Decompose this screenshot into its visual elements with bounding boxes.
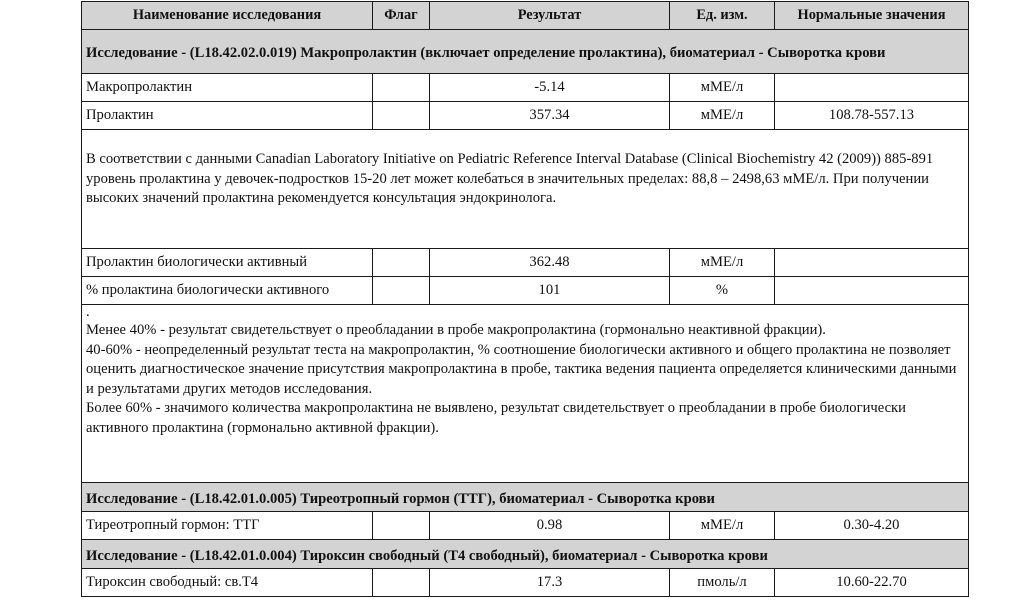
header-test-name: Наименование исследования	[82, 2, 373, 30]
section-header-tsh	[82, 483, 969, 512]
row-name: Пролактин биологически активный	[82, 249, 373, 277]
table-row	[82, 569, 969, 597]
table-row	[82, 74, 969, 102]
section-header-macroprolactin	[82, 30, 969, 74]
section-title: Исследование - (L18.42.02.0.019) Макропролактин (включает определение пролактина), биоматериал - Сыворотка крови	[82, 30, 969, 74]
section-header-ft4	[82, 540, 969, 569]
row-flag	[373, 569, 430, 597]
row-unit: мМЕ/л	[670, 512, 775, 540]
row-reference	[775, 249, 969, 277]
row-reference: 10.60-22.70	[775, 569, 969, 597]
row-name: % пролактина биологически активного	[82, 277, 373, 305]
row-reference	[775, 74, 969, 102]
header-unit: Ед. изм.	[670, 2, 775, 30]
header-result: Результат	[430, 2, 670, 30]
row-flag	[373, 277, 430, 305]
header-flag: Флаг	[373, 2, 430, 30]
table-row	[82, 102, 969, 130]
interpretation-row	[82, 305, 969, 483]
row-reference: 108.78-557.13	[775, 102, 969, 130]
table-row	[82, 277, 969, 305]
results-table	[81, 1, 969, 597]
row-flag	[373, 512, 430, 540]
row-name: Макропролактин	[82, 74, 373, 102]
table-row	[82, 512, 969, 540]
interpretation-40-60: 40-60% - неопределенный результат теста на макропролактин, % соотношение биологически активного и общего пролактина не позволяет оценить диагностическое значение присутствия макропролактина в пробе, тактика ведения пациента определяется клиническими данными и результатами других методов исследования.	[86, 341, 957, 397]
interpretation-below-40: Менее 40% - результат свидетельствует о преобладании в пробе макропролактина (гормонально неактивной фракции).	[86, 322, 826, 338]
row-unit: мМЕ/л	[670, 102, 775, 130]
row-name: Тиреотропный гормон: ТТГ	[82, 512, 373, 540]
row-result: 362.48	[430, 249, 670, 277]
section-title: Исследование - (L18.42.01.0.005) Тиреотропный гормон (ТТГ), биоматериал - Сыворотка крови	[82, 483, 969, 512]
interpretation-note	[82, 305, 969, 483]
prolactin-comment: В соответствии с данными Canadian Laboratory Initiative on Pediatric Reference Interval Database (Clinical Biochemistry 42 (2009)) 885-891 уровень пролактина у девочек-подростков 15-20 лет может колебаться в значительных пределах: 88,8 – 2498,63 мМЕ/л. При получении высоких значений пролактина рекомендуется консультация эндокринолога.	[82, 130, 969, 249]
row-result: 101	[430, 277, 670, 305]
row-unit: пмоль/л	[670, 569, 775, 597]
row-name: Тироксин свободный: св.Т4	[82, 569, 373, 597]
row-result: -5.14	[430, 74, 670, 102]
row-result: 0.98	[430, 512, 670, 540]
row-flag	[373, 249, 430, 277]
row-unit: мМЕ/л	[670, 74, 775, 102]
table-row	[82, 249, 969, 277]
table-header-row	[82, 2, 969, 30]
header-reference: Нормальные значения	[775, 2, 969, 30]
interpretation-above-60: Более 60% - значимого количества макропролактина не выявлено, результат свидетельствует о преобладании в пробе биологически активного пролактина (гормонально активной фракции).	[86, 400, 906, 436]
row-name: Пролактин	[82, 102, 373, 130]
row-flag	[373, 74, 430, 102]
row-result: 357.34	[430, 102, 670, 130]
section-title: Исследование - (L18.42.01.0.004) Тироксин свободный (Т4 свободный), биоматериал - Сыворотка крови	[82, 540, 969, 569]
row-unit: мМЕ/л	[670, 249, 775, 277]
row-result: 17.3	[430, 569, 670, 597]
prolactin-comment-row	[82, 130, 969, 249]
row-reference	[775, 277, 969, 305]
interpretation-dot: .	[86, 304, 90, 320]
row-flag	[373, 102, 430, 130]
row-reference: 0.30-4.20	[775, 512, 969, 540]
row-unit: %	[670, 277, 775, 305]
